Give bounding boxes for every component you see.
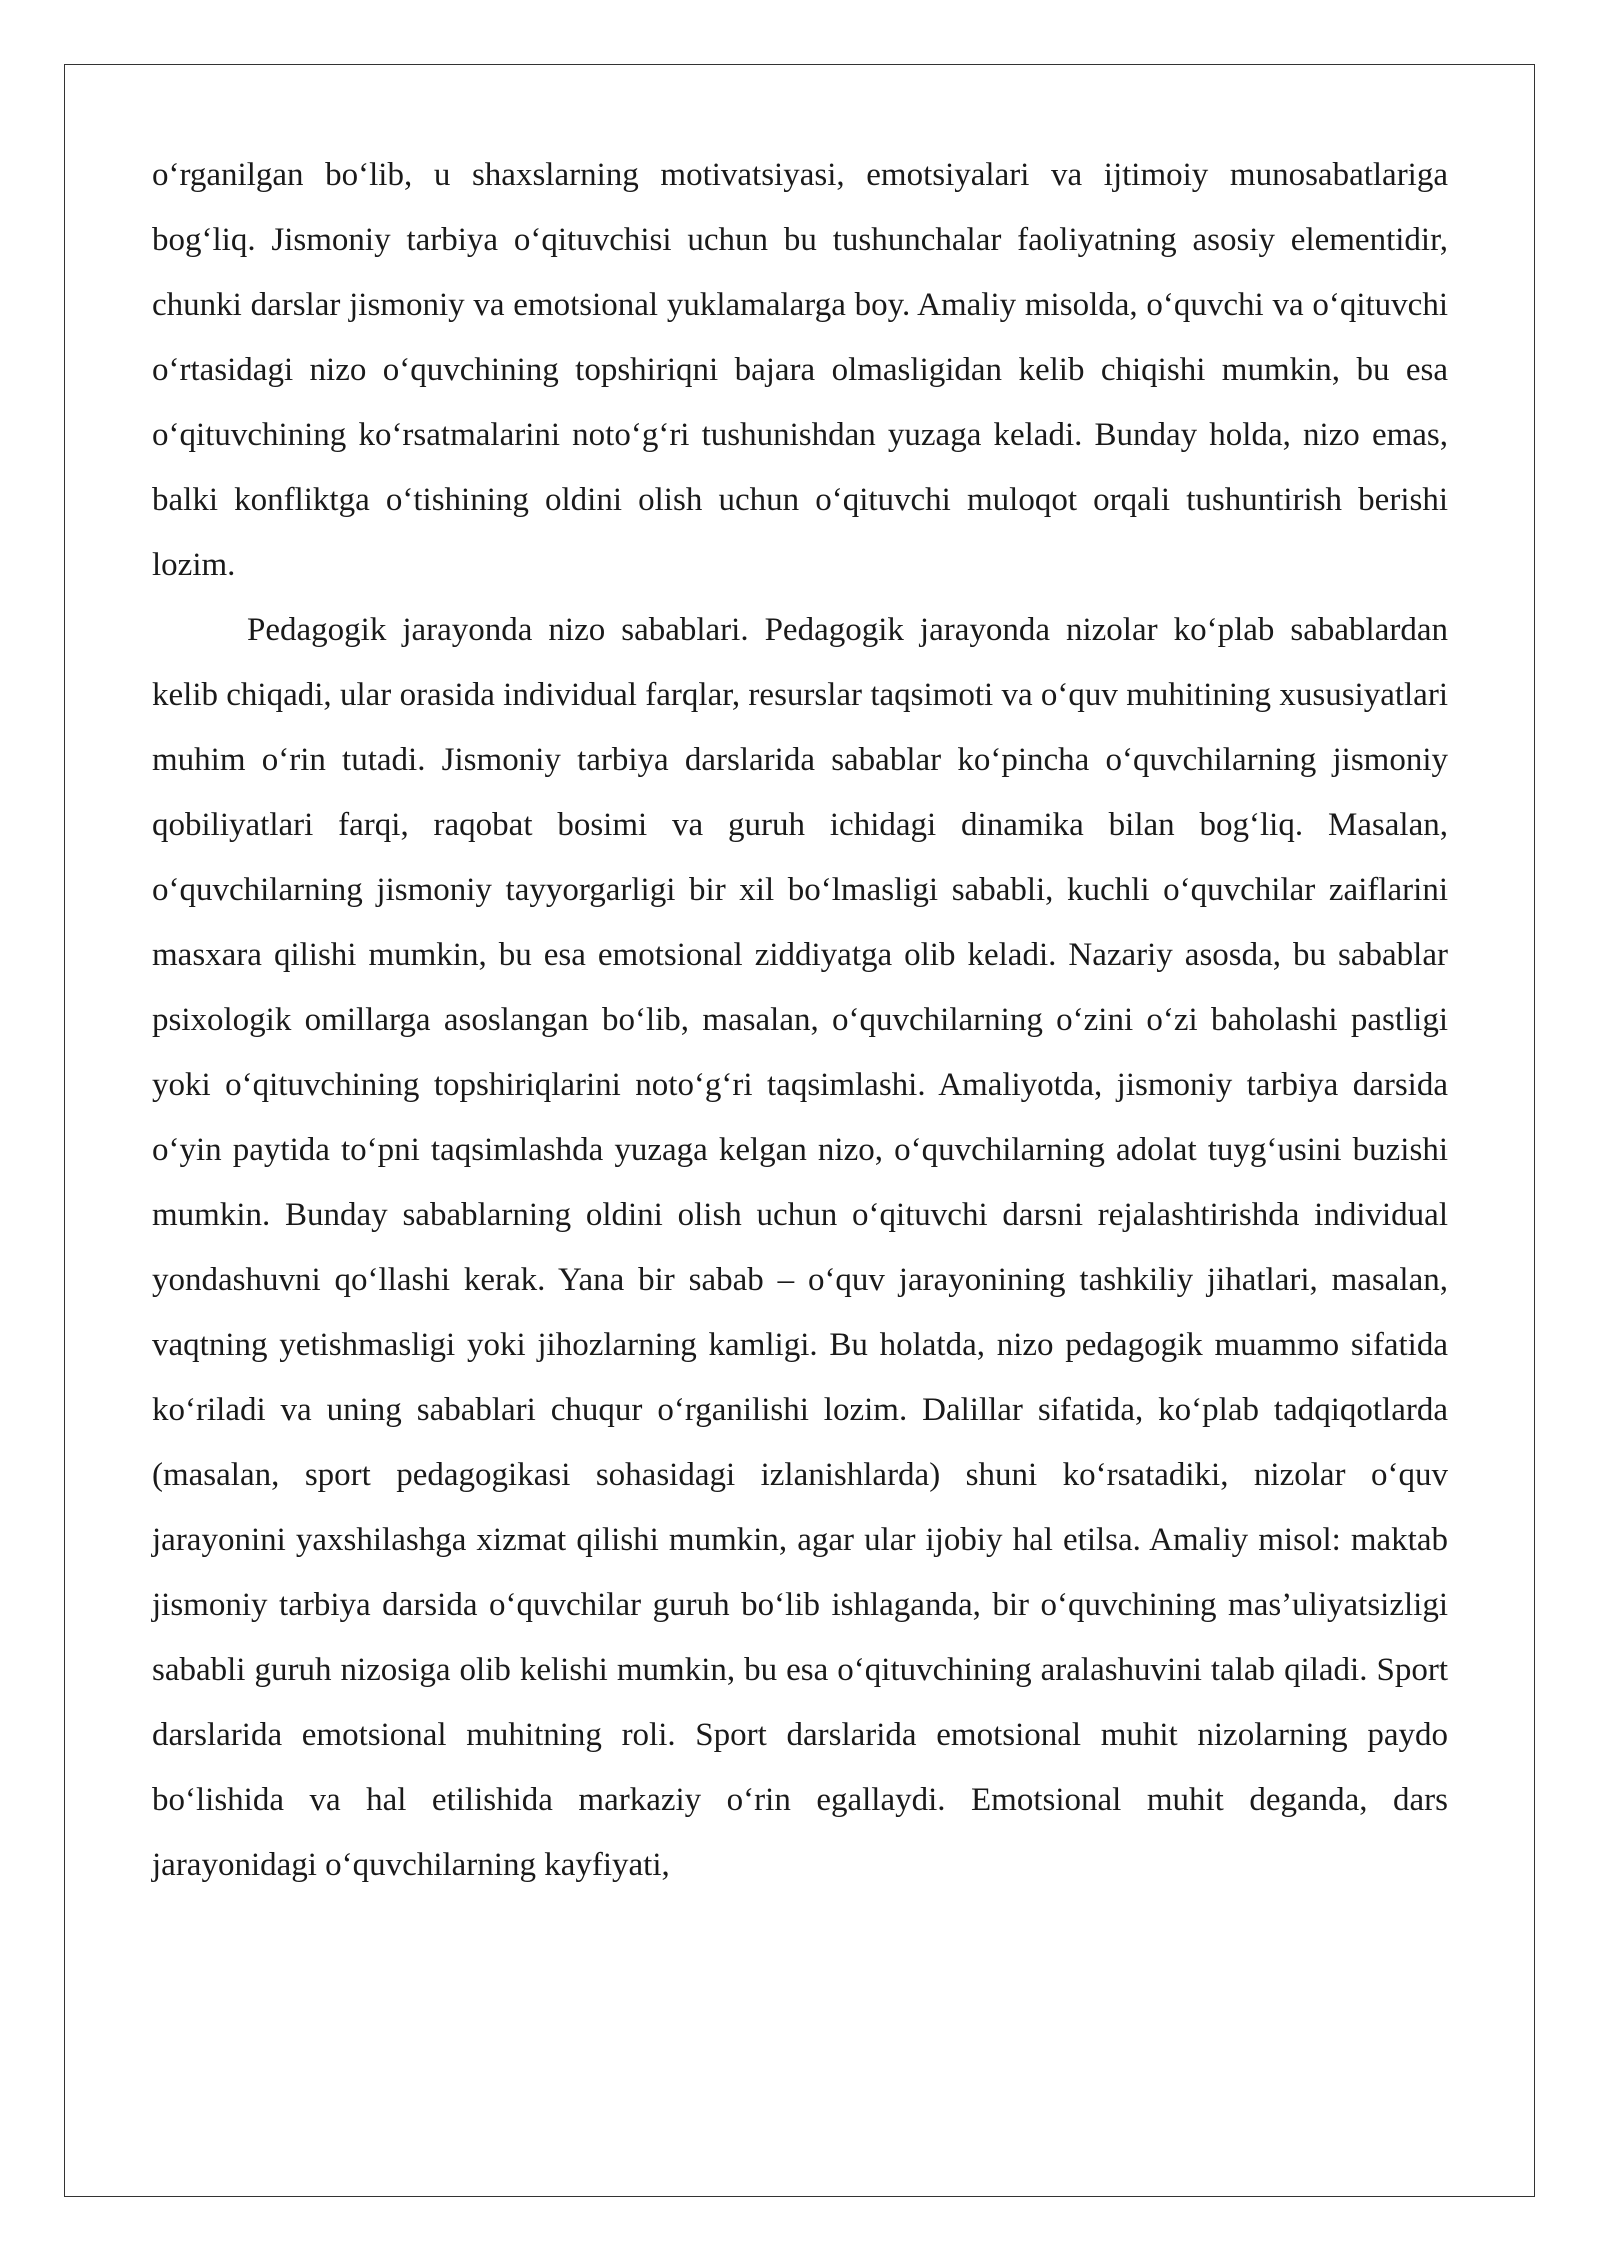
paragraph-2: Pedagogik jarayonda nizo sabablari. Pedagogik jarayonda nizolar ko‘plab sabablardan kelib chiqadi, ular orasida individual farqlar, resurslar taqsimoti va o‘quv muhitining xususiyatlari muhim o‘rin tutadi. Jismoniy tarbiya darslarida sabablar ko‘pincha o‘quvchilarning jismoniy qobiliyatlari farqi, raqobat bosimi va guruh ichidagi dinamika bilan bog‘liq. Masalan, o‘quvchilarning jismoniy tayyorgarligi bir xil bo‘lmasligi sababli, kuchli o‘quvchilar zaiflarini masxara qilishi mumkin, bu esa emotsional ziddiyatga olib keladi. Nazariy asosda, bu sabablar psixologik omillarga asoslangan bo‘lib, masalan, o‘quvchilarning o‘zini o‘zi baholashi pastligi yoki o‘qituvchining topshiriqlarini noto‘g‘ri taqsimlashi. Amaliyotda, jismoniy tarbiya darsida o‘yin paytida to‘pni taqsimlashda yuzaga kelgan nizo, o‘quvchilarning adolat tuyg‘usini buzishi mumkin. Bunday sabablarning oldini olish uchun o‘qituvchi darsni rejalashtirishda individual yondashuvni qo‘llashi kerak. Yana bir sabab – o‘quv jarayonining tashkiliy jihatlari, masalan, vaqtning yetishmasligi yoki jihozlarning kamligi. Bu holatda, nizo pedagogik muammo sifatida ko‘riladi va uning sabablari chuqur o‘rganilishi lozim. Dalillar sifatida, ko‘plab tadqiqotlarda (masalan, sport pedagogikasi sohasidagi izlanishlarda) shuni ko‘rsatadiki, nizolar o‘quv jarayonini yaxshilashga xizmat qilishi mumkin, agar ular ijobiy hal etilsa. Amaliy misol: maktab jismoniy tarbiya darsida o‘quvchilar guruh bo‘lib ishlaganda, bir o‘quvchining mas’uliyatsizligi sababli guruh nizosiga olib kelishi mumkin, bu esa o‘qituvchining aralashuvini talab qiladi. Sport darslarida emotsional muhitning roli. Sport darslarida emotsional muhit nizolarning paydo bo‘lishida va hal etilishida markaziy o‘rin egallaydi. Emotsional muhit deganda, dars jarayonidagi o‘quvchilarning kayfiyati,	[152, 612, 1448, 1883]
document-body	[152, 143, 1448, 1898]
paragraph-1: o‘rganilgan bo‘lib, u shaxslarning motivatsiyasi, emotsiyalari va ijtimoiy munosabatlariga bog‘liq. Jismoniy tarbiya o‘qituvchisi uchun bu tushunchalar faoliyatning asosiy elementidir, chunki darslar jismoniy va emotsional yuklamalarga boy. Amaliy misolda, o‘quvchi va o‘qituvchi o‘rtasidagi nizo o‘quvchining topshiriqni bajara olmasligidan kelib chiqishi mumkin, bu esa o‘qituvchining ko‘rsatmalarini noto‘g‘ri tushunishdan yuzaga keladi. Bunday holda, nizo emas, balki konfliktga o‘tishining oldini olish uchun o‘qituvchi muloqot orqali tushuntirish berishi lozim.	[152, 157, 1448, 583]
